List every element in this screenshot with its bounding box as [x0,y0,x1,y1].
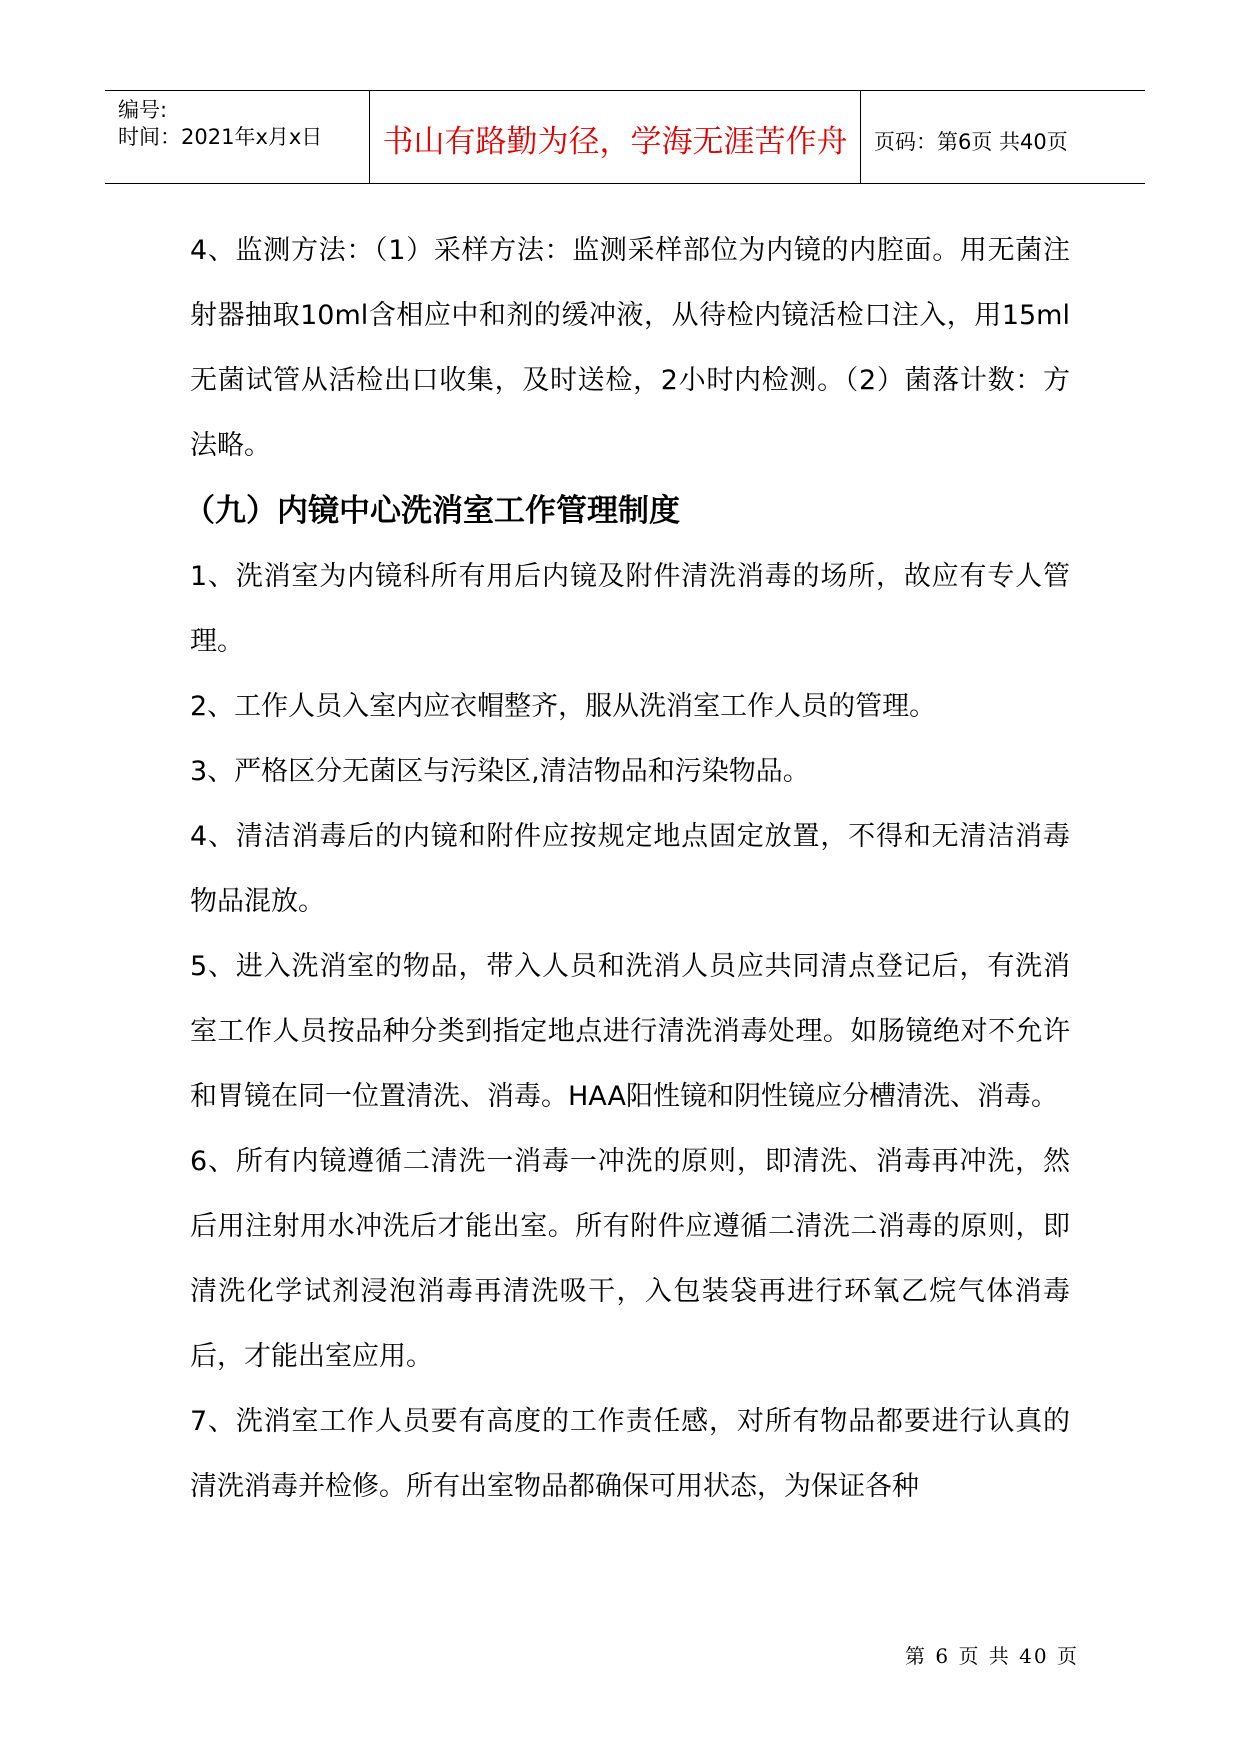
header-page-label: 页码：第6页 共40页 [874,130,1068,154]
section-heading: （九）内镜中心洗消室工作管理制度 [184,493,680,529]
header-top-border [105,90,1145,91]
header-bottom-border [105,183,1145,184]
paragraph-monitoring-method: 4、监测方法：（1）采样方法：监测采样部位为内镜的内腔面。用无菌注射器抽取10ml含相应中和剂的缓冲液，从待检内镜活检口注入，用15ml无菌试管从活检出口收集，及时送检，2小时内检测。（2）菌落计数：方法略。 [190,235,1070,461]
document-time-label: 时间：2021年x月x日 [118,125,323,149]
paragraph-rule-3: 3、严格区分无菌区与污染区,清洁物品和污染物品。 [190,756,810,787]
header-motto: 书山有路勤为径，学海无涯苦作舟 [382,124,848,160]
paragraph-rule-2: 2、工作人员入室内应衣帽整齐，服从洗消室工作人员的管理。 [190,691,937,722]
paragraph-rule-6: 6、所有内镜遵循二清洗一消毒一冲洗的原则，即清洗、消毒再冲洗，然后用注射用水冲洗后才能出室。所有附件应遵循二清洗二消毒的原则，即清洗化学试剂浸泡消毒再清洗吸干，入包装袋再进行环氧乙烷气体消毒后，才能出室应用。 [190,1146,1070,1372]
paragraph-rule-4: 4、清洁消毒后的内镜和附件应按规定地点固定放置，不得和无清洁消毒物品混放。 [190,821,1070,917]
document-number-label: 编号: [118,98,168,122]
paragraph-rule-7: 7、洗消室工作人员要有高度的工作责任感，对所有物品都要进行认真的清洗消毒并检修。所有出室物品都确保可用状态，为保证各种 [190,1406,1070,1502]
paragraph-rule-1: 1、洗消室为内镜科所有用后内镜及附件清洗消毒的场所，故应有专人管理。 [190,561,1070,657]
document-body [184,218,1070,1519]
paragraph-rule-5: 5、进入洗消室的物品，带入人员和洗消人员应共同清点登记后，有洗消室工作人员按品种分类到指定地点进行清洗消毒处理。如肠镜绝对不允许和胃镜在同一位置清洗、消毒。HAA阳性镜和阴性镜应分槽清洗、消毒。 [190,951,1070,1112]
header-divider-right [860,90,861,184]
footer-page-number: 第 6 页 共 40 页 [905,1644,1079,1668]
